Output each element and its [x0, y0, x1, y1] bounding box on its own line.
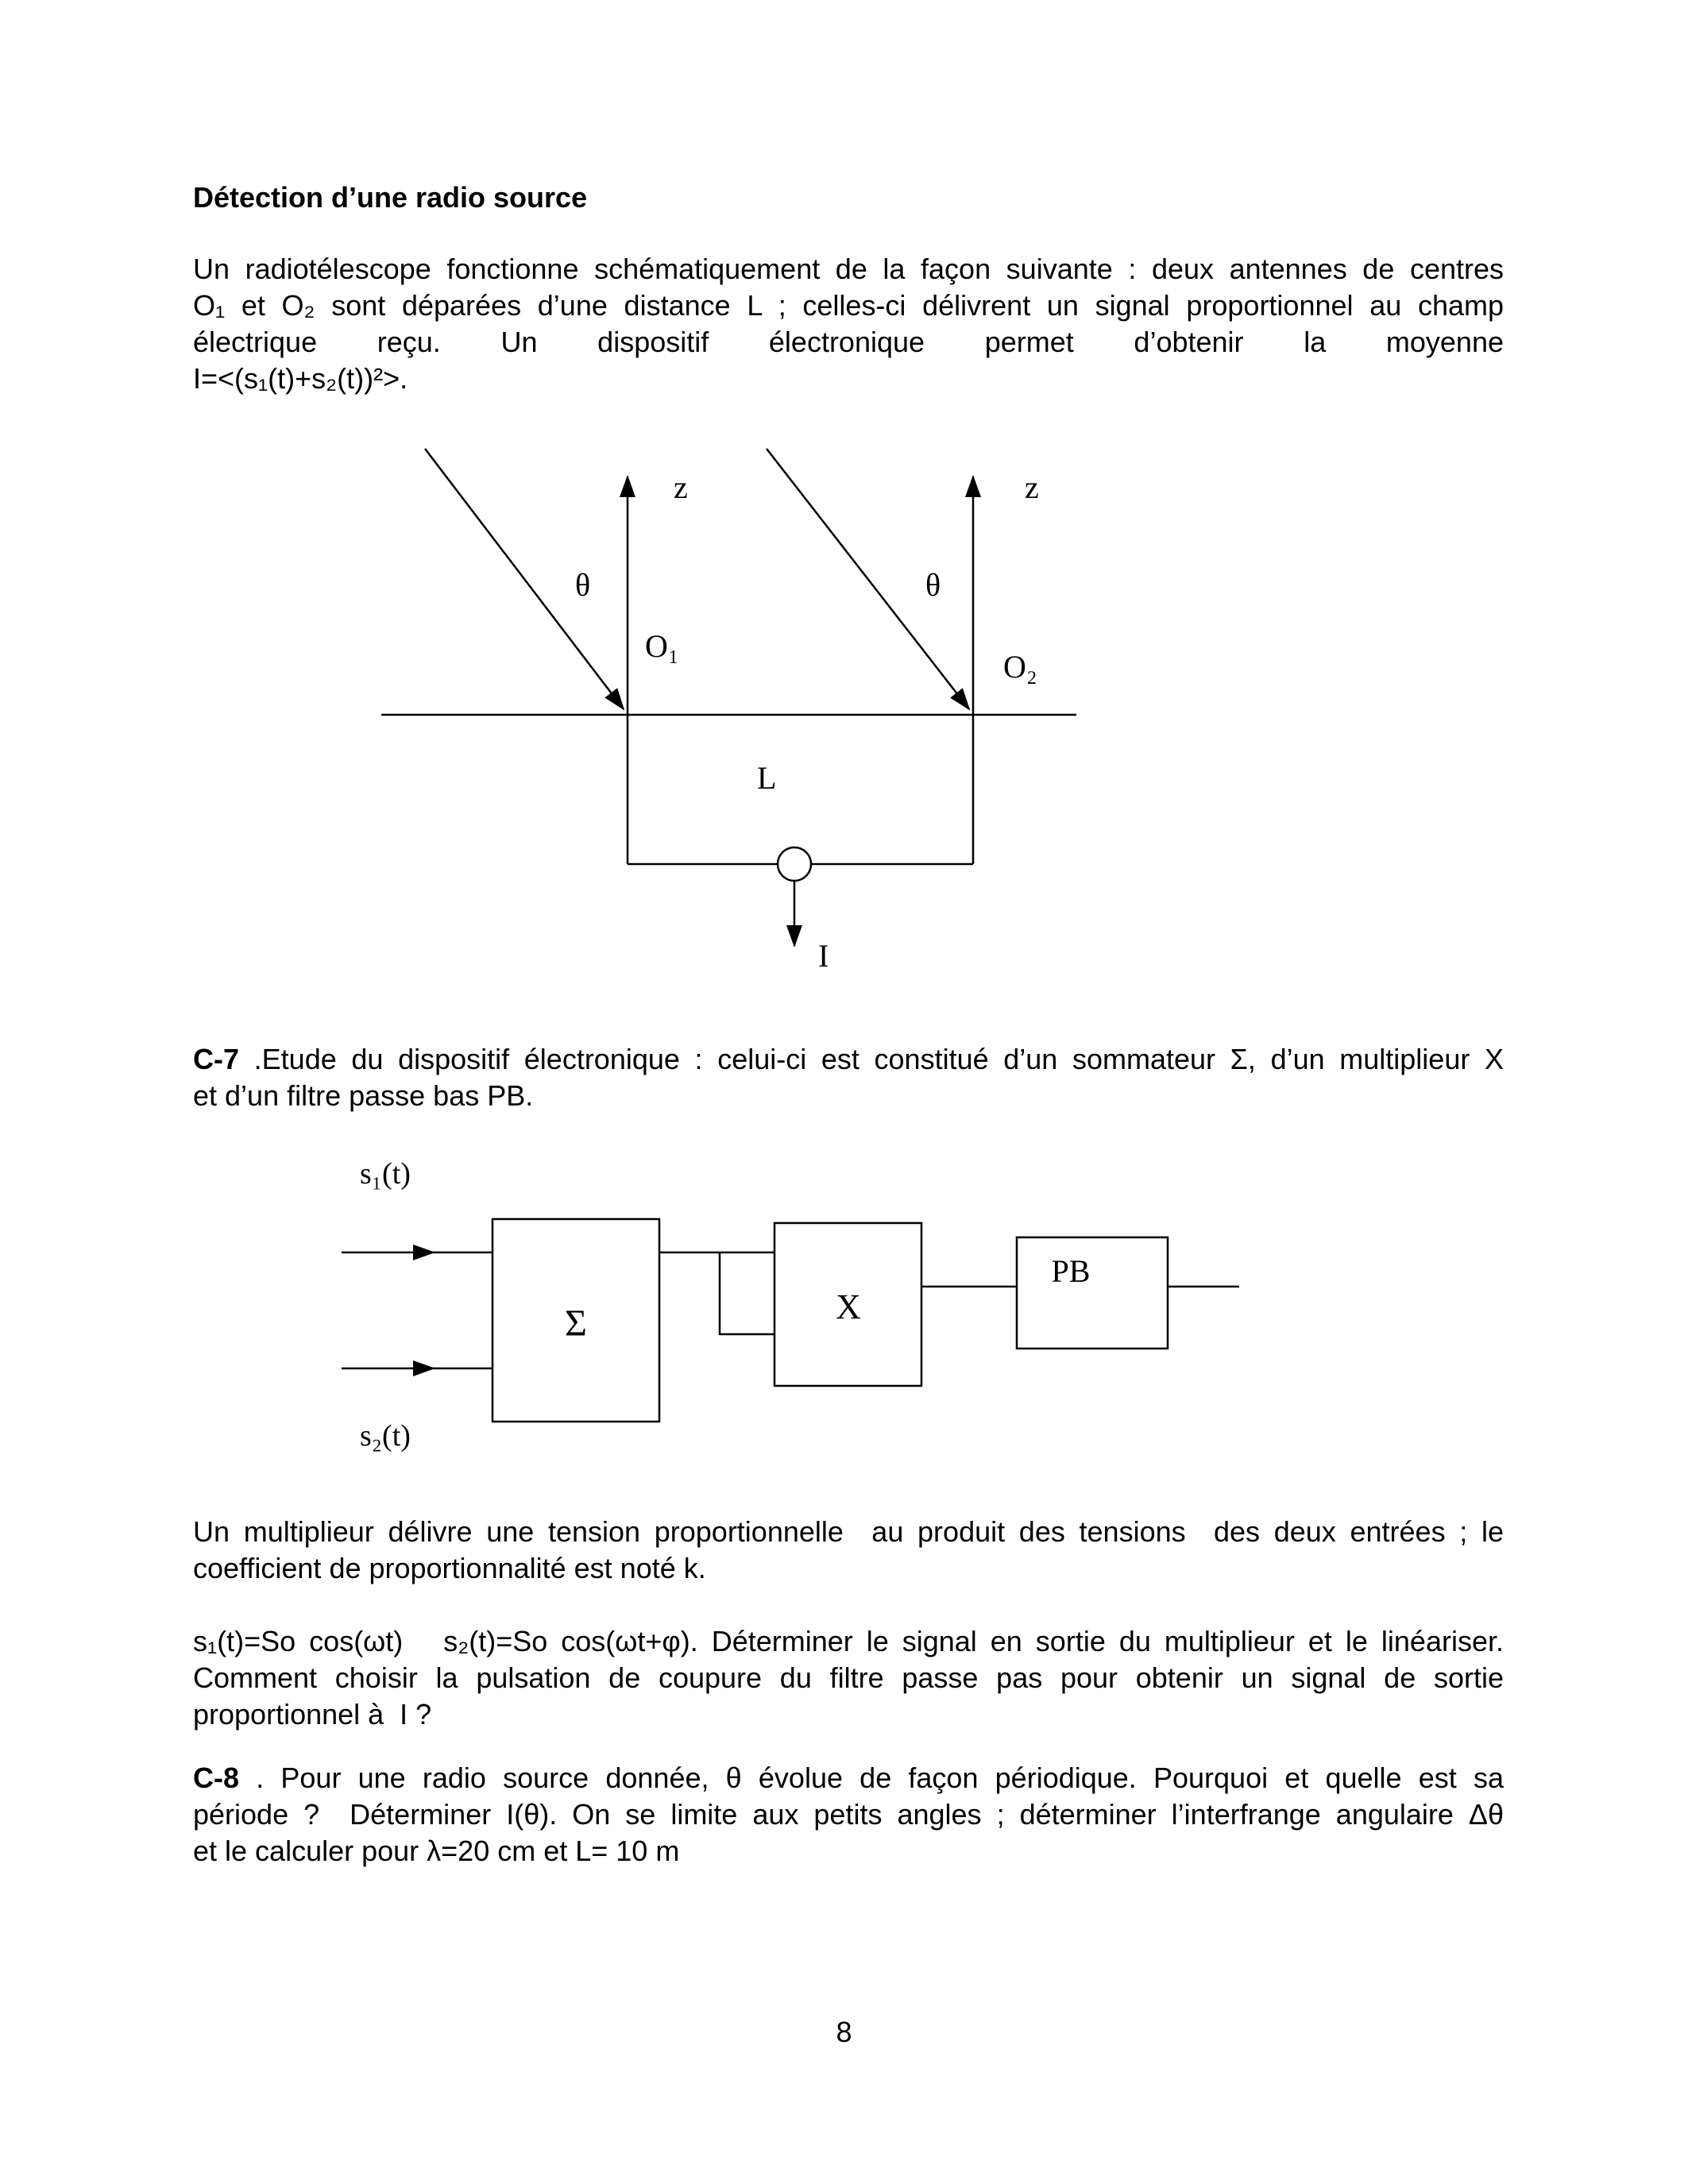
text-line: coefficient de proportionnalité est noté k.: [193, 1552, 706, 1584]
page-title: Détection d’une radio source: [193, 181, 588, 214]
theta-label-2: θ: [925, 567, 941, 603]
text-line: Un multiplieur délivre une tension proportionnelle au produit des tensions des deux entrées ; le: [193, 1515, 1504, 1548]
distance-label: L: [757, 760, 777, 796]
summer-label: Σ: [565, 1302, 587, 1345]
text-line: I=<(s₁(t)+s₂(t))²>.: [193, 362, 408, 395]
multiplier-label: X: [836, 1287, 861, 1326]
c8-paragraph: [193, 1760, 1504, 1870]
text-line: [193, 1760, 1504, 1796]
z-axis-label-2: z: [1025, 469, 1039, 505]
incident-ray-1: [425, 449, 624, 709]
text-line: s₁(t)=So cos(ωt) s₂(t)=So cos(ωt+φ). Déterminer le signal en sortie du multiplieur et le linéariser.: [193, 1625, 1504, 1657]
z-axis-label-1: z: [674, 469, 688, 505]
intro-paragraph: [193, 251, 1504, 397]
text-span: . Pour une radio source donnée, θ évolue de façon périodique. Pourquoi et quelle est sa: [239, 1761, 1504, 1794]
o1-label: O₁: [645, 628, 679, 664]
text-line: proportionnel à I ?: [193, 1698, 432, 1731]
block-diagram: [334, 1136, 1271, 1469]
text-line: Un radiotélescope fonctionne schématiquement de la façon suivante : deux antennes de centres: [193, 253, 1504, 285]
multiplier-note-paragraph: [193, 1514, 1504, 1587]
text-line: [193, 1041, 1504, 1078]
input2-label: s₂(t): [360, 1419, 411, 1453]
signals-paragraph: [193, 1623, 1504, 1733]
question-label-c8: C-8: [193, 1761, 240, 1794]
text-line: et d’un filtre passe bas PB.: [193, 1079, 534, 1112]
text-line: Comment choisir la pulsation de coupure du filtre passe pas pour obtenir un signal de sortie: [193, 1661, 1504, 1694]
text-line: O₁ et O₂ sont déparées d’une distance L ; celles-ci délivrent un signal proportionnel au champ: [193, 289, 1504, 322]
c7-paragraph: [193, 1041, 1504, 1114]
question-label-c7: C-7: [193, 1043, 240, 1075]
intensity-label: I: [818, 938, 829, 974]
page-number: 8: [836, 2016, 852, 2048]
filter-label: PB: [1051, 1253, 1091, 1289]
combiner-node: [778, 847, 811, 881]
text-line: électrique reçu. Un dispositif électronique permet d’obtenir la moyenne: [193, 326, 1504, 358]
o2-label: O₂: [1003, 649, 1037, 685]
filter-box: [1017, 1237, 1168, 1349]
input1-label: s₁(t): [360, 1157, 411, 1190]
antenna-diagram: [342, 441, 1104, 981]
text-line: et le calculer pour λ=20 cm et L= 10 m: [193, 1835, 680, 1867]
text-line: période ? Déterminer I(θ). On se limite aux petits angles ; déterminer l’interfrange angulaire Δθ: [193, 1798, 1504, 1831]
theta-label-1: θ: [575, 567, 591, 603]
text-span: .Etude du dispositif électronique : celui-ci est constitué d’un sommateur Σ, d’un multiplieur X: [239, 1043, 1504, 1075]
